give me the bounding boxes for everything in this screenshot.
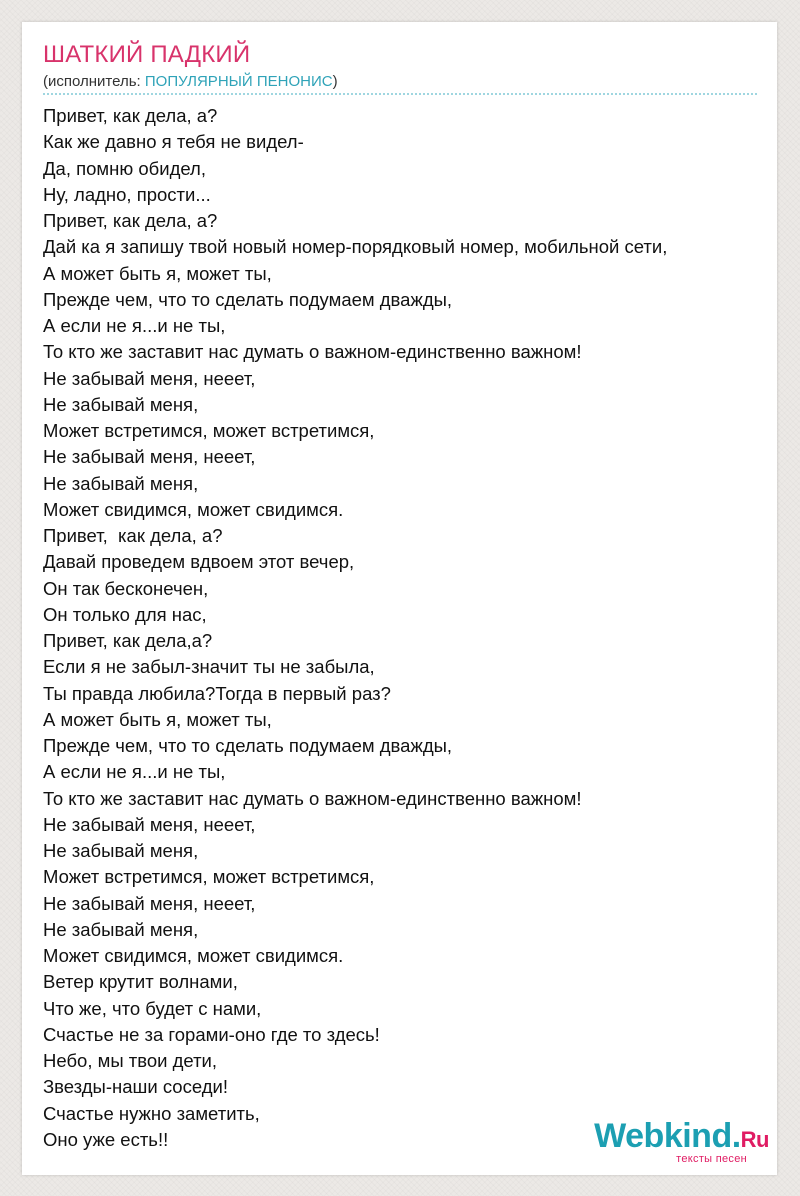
- lyric-line: Прежде чем, что то сделать подумаем дважды,: [43, 735, 453, 756]
- lyric-line: Счастье не за горами-оно где то здесь!: [43, 1023, 380, 1045]
- lyric-line: Не забывай меня, нееет,: [43, 813, 256, 835]
- lyric-line: Может встретимся, может встретимся,: [43, 420, 375, 441]
- lyric-line: Привет, как дела, а?: [43, 210, 218, 231]
- logo-tld: Ru: [740, 1127, 769, 1152]
- lyric-line: Может свидимся, может свидимся.: [43, 498, 344, 520]
- artist-line: [43, 72, 338, 92]
- lyric-line: Ты правда любила?Тогда в первый раз?: [43, 682, 391, 704]
- lyric-line: Привет, как дела, а?: [43, 525, 223, 546]
- artist-prefix: (исполнитель:: [43, 73, 145, 90]
- lyric-line: Звезды-наши соседи!: [43, 1076, 228, 1098]
- lyric-line: Как же давно я тебя не видел-: [43, 131, 304, 153]
- artist-suffix: ): [332, 73, 338, 90]
- lyrics-sheet: [22, 22, 777, 1175]
- lyric-line: Ветер крутит волнами,: [43, 971, 238, 993]
- lyric-line: Он так бесконечен,: [43, 577, 209, 599]
- lyric-line: Небо, мы твои дети,: [43, 1050, 218, 1071]
- lyric-line: Может встретимся, может встретимся,: [43, 866, 375, 888]
- lyric-line: Привет, как дела,а?: [43, 630, 213, 651]
- lyric-line: То кто же заставит нас думать о важном-единственно важном!: [43, 341, 582, 363]
- lyric-line: Не забывай меня,: [43, 393, 199, 415]
- logo-name: Webkind: [594, 1117, 732, 1155]
- lyric-line: Не забывай меня,: [43, 918, 199, 940]
- lyric-line: Давай проведем вдвоем этот вечер,: [43, 551, 355, 573]
- lyric-line: Дай ка я запишу твой новый номер-порядковый номер, мобильной сети,: [43, 236, 668, 258]
- lyric-line: Если я не забыл-значит ты не забыла,: [43, 656, 375, 678]
- lyric-line: Не забывай меня,: [43, 840, 199, 861]
- logo-wordmark: [594, 1119, 769, 1157]
- lyric-line: Оно уже есть!!: [43, 1128, 169, 1150]
- lyric-line: Не забывай меня, нееет,: [43, 367, 256, 389]
- lyric-line: Не забывай меня, нееет,: [43, 446, 256, 468]
- lyrics-body: [43, 103, 757, 1153]
- lyric-line: Он только для нас,: [43, 603, 207, 625]
- lyric-line: Не забывай меня,: [43, 472, 199, 494]
- lyric-line: А может быть я, может ты,: [43, 262, 272, 284]
- lyric-line: Может свидимся, может свидимся.: [43, 945, 344, 966]
- lyric-line: Что же, что будет с нами,: [43, 997, 262, 1019]
- lyric-line: Счастье нужно заметить,: [43, 1102, 260, 1124]
- lyric-line: То кто же заставит нас думать о важном-единственно важном!: [43, 787, 582, 809]
- lyric-line: А если не я...и не ты,: [43, 315, 226, 336]
- artist-link[interactable]: ПОПУЛЯРНЫЙ ПЕНОНИС: [144, 73, 333, 90]
- dotted-divider: [43, 93, 757, 95]
- logo-dot: .: [731, 1117, 741, 1155]
- lyric-line: Да, помню обидел,: [43, 157, 206, 179]
- lyric-line: Привет, как дела, а?: [43, 105, 218, 126]
- site-logo[interactable]: [594, 1119, 769, 1165]
- logo-tagline: тексты песен: [676, 1153, 747, 1165]
- song-title: ШАТКИЙ ПАДКИЙ: [43, 41, 251, 68]
- lyric-line: А может быть я, может ты,: [43, 708, 272, 730]
- lyric-line: Прежде чем, что то сделать подумаем дважды,: [43, 288, 453, 310]
- lyric-line: А если не я...и не ты,: [43, 761, 226, 783]
- lyric-line: Ну, ладно, прости...: [43, 183, 211, 205]
- lyric-line: Не забывай меня, нееет,: [43, 892, 256, 914]
